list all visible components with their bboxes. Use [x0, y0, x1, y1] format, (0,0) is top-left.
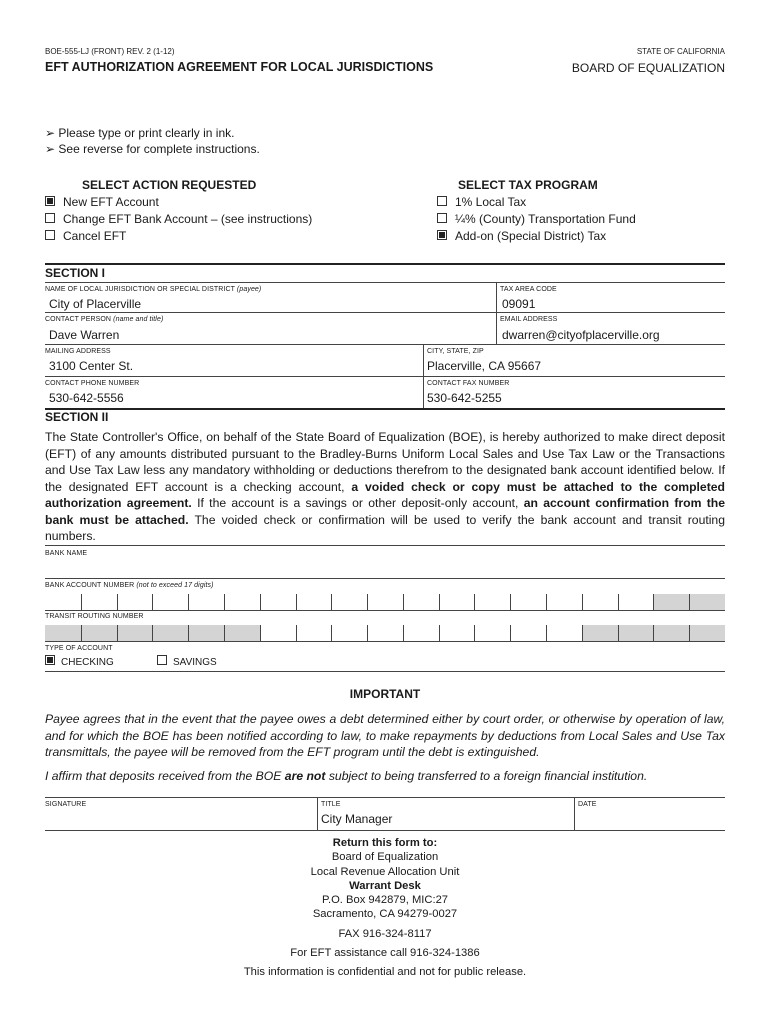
- divider: [45, 344, 725, 345]
- account-digit-box[interactable]: [188, 594, 224, 611]
- account-digit-box[interactable]: [618, 594, 654, 611]
- account-digit-box[interactable]: [582, 594, 618, 611]
- routing-digit-box[interactable]: [546, 625, 582, 642]
- instruction-2: ➢ See reverse for complete instructions.: [45, 142, 260, 156]
- transport-fund-checkbox[interactable]: [437, 213, 447, 223]
- tax-area-label: TAX AREA CODE: [500, 286, 557, 293]
- account-digit-box[interactable]: [117, 594, 153, 611]
- cancel-eft-label: Cancel EFT: [63, 229, 127, 243]
- routing-digit-box[interactable]: [117, 625, 153, 642]
- signature-label: SIGNATURE: [45, 801, 87, 808]
- title-label: TITLE: [321, 801, 341, 808]
- routing-label: TRANSIT ROUTING NUMBER: [45, 613, 144, 620]
- signature-field[interactable]: [45, 810, 315, 830]
- foreign-affirmation: I affirm that deposits received from the BOE are not subject to being transferred to a foreign financial institution.: [45, 769, 648, 783]
- divider: [45, 376, 725, 377]
- mailing-field[interactable]: 3100 Center St.: [49, 359, 134, 373]
- confidential-notice: This information is confidential and not for public release.: [243, 966, 527, 978]
- routing-digit-box[interactable]: [188, 625, 224, 642]
- account-digit-box[interactable]: [152, 594, 188, 611]
- routing-digit-box[interactable]: [618, 625, 654, 642]
- routing-digit-box[interactable]: [331, 625, 367, 642]
- email-label: EMAIL ADDRESS: [500, 316, 558, 323]
- routing-number-field[interactable]: [45, 625, 725, 642]
- important-heading: IMPORTANT: [349, 687, 421, 701]
- divider: [574, 797, 575, 830]
- new-eft-checkbox[interactable]: [45, 196, 55, 206]
- account-digit-box[interactable]: [81, 594, 117, 611]
- city-label: CITY, STATE, ZIP: [427, 348, 484, 355]
- routing-digit-box[interactable]: [510, 625, 546, 642]
- title-field[interactable]: City Manager: [321, 812, 393, 826]
- divider: [45, 797, 725, 798]
- section2-heading: SECTION II: [45, 410, 109, 424]
- bank-name-field[interactable]: [45, 560, 725, 576]
- return-line-2: Local Revenue Allocation Unit: [310, 865, 460, 878]
- divider: [45, 312, 725, 313]
- routing-digit-box[interactable]: [260, 625, 296, 642]
- account-digit-box[interactable]: [689, 594, 725, 611]
- divider: [45, 545, 725, 546]
- fax-field[interactable]: 530-642-5255: [427, 391, 502, 405]
- assistance-number: For EFT assistance call 916-324-1386: [290, 947, 480, 959]
- routing-digit-box[interactable]: [474, 625, 510, 642]
- divider: [45, 671, 725, 672]
- account-digit-box[interactable]: [224, 594, 260, 611]
- agency-label: BOARD OF EQUALIZATION: [571, 61, 725, 75]
- fax-label: CONTACT FAX NUMBER: [427, 380, 510, 387]
- routing-digit-box[interactable]: [81, 625, 117, 642]
- routing-digit-box[interactable]: [689, 625, 725, 642]
- jurisdiction-field[interactable]: City of Placerville: [49, 297, 142, 311]
- divider: [45, 610, 725, 611]
- account-digit-box[interactable]: [510, 594, 546, 611]
- phone-label: CONTACT PHONE NUMBER: [45, 380, 140, 387]
- section1-rule: [45, 263, 725, 265]
- return-line-3: Warrant Desk: [349, 879, 421, 892]
- account-type-label: TYPE OF ACCOUNT: [45, 645, 113, 652]
- new-eft-label: New EFT Account: [63, 195, 159, 209]
- return-heading: Return this form to:: [332, 837, 438, 849]
- city-field[interactable]: Placerville, CA 95667: [427, 359, 542, 373]
- addon-tax-checkbox[interactable]: [437, 230, 447, 240]
- return-address: [45, 836, 725, 922]
- section1-top-line: [45, 282, 725, 283]
- section1-heading: SECTION I: [45, 266, 106, 280]
- account-label: BANK ACCOUNT NUMBER (not to exceed 17 digits): [45, 582, 214, 589]
- arrow-icon: ➢: [45, 126, 59, 140]
- routing-digit-box[interactable]: [45, 625, 81, 642]
- program-heading: SELECT TAX PROGRAM: [458, 178, 598, 192]
- routing-digit-box[interactable]: [296, 625, 332, 642]
- account-digit-box[interactable]: [331, 594, 367, 611]
- divider: [45, 641, 725, 642]
- savings-label: SAVINGS: [173, 657, 217, 668]
- arrow-icon: ➢: [45, 142, 59, 156]
- account-digit-box[interactable]: [439, 594, 475, 611]
- instruction-1: ➢ Please type or print clearly in ink.: [45, 126, 235, 140]
- change-eft-checkbox[interactable]: [45, 213, 55, 223]
- account-digit-box[interactable]: [45, 594, 81, 611]
- state-label: STATE OF CALIFORNIA: [636, 47, 725, 56]
- important-paragraph: Payee agrees that in the event that the payee owes a debt determined either by court order, or otherwise by operation of law, and for which the BOE has been notified according to law, to make repayments by deductions from Local Sales and Use Tax transmittals, the payee will be removed from the EFT program until the debt is extinguished.: [45, 712, 725, 759]
- section2-paragraph: The State Controller's Office, on behalf of the State Board of Equalization (BOE), is hereby authorized to make direct deposit (EFT) of any amounts distributed pursuant to the Bradley-Burns Uniform Local Sales and Use Tax Law or the Transactions and Use Tax Law less any mandatory withholding or deductions therefrom to the designated bank account identified below. If the designated EFT account is a checking account, a voided check or copy must be attached to the completed authorization agreement. If the account is a savings or other deposit-only account, an account confirmation from the bank must be attached. The voided check or confirmation will be used to verify the bank account and transit routing numbers.: [45, 430, 725, 543]
- account-digit-box[interactable]: [403, 594, 439, 611]
- date-label: DATE: [578, 801, 597, 808]
- transport-fund-label: ¼% (County) Transportation Fund: [455, 212, 636, 226]
- divider: [45, 408, 725, 410]
- form-title: EFT AUTHORIZATION AGREEMENT FOR LOCAL JURISDICTIONS: [45, 60, 434, 74]
- form-id: BOE-555-LJ (FRONT) REV. 2 (1-12): [45, 47, 175, 56]
- divider: [45, 578, 725, 579]
- divider: [317, 797, 318, 830]
- routing-digit-box[interactable]: [224, 625, 260, 642]
- routing-digit-box[interactable]: [152, 625, 188, 642]
- divider: [496, 282, 497, 312]
- return-line-4: P.O. Box 942879, MIC:27: [321, 894, 449, 907]
- routing-digit-box[interactable]: [367, 625, 403, 642]
- email-field[interactable]: dwarren@cityofplacerville.org: [502, 328, 660, 342]
- addon-tax-label: Add-on (Special District) Tax: [455, 229, 607, 243]
- jurisdiction-label: NAME OF LOCAL JURISDICTION OR SPECIAL DISTRICT (payee): [45, 286, 262, 293]
- divider: [45, 830, 725, 831]
- account-digit-box[interactable]: [546, 594, 582, 611]
- checking-label: CHECKING: [61, 657, 114, 668]
- account-digit-box[interactable]: [367, 594, 403, 611]
- savings-checkbox[interactable]: [157, 655, 167, 665]
- return-line-1: Board of Equalization: [331, 851, 439, 864]
- tax-area-field[interactable]: 09091: [502, 297, 536, 311]
- routing-digit-box[interactable]: [403, 625, 439, 642]
- local-tax-checkbox[interactable]: [437, 196, 447, 206]
- account-number-field[interactable]: [45, 594, 725, 611]
- mailing-label: MAILING ADDRESS: [45, 348, 111, 355]
- local-tax-label: 1% Local Tax: [455, 195, 527, 209]
- return-line-5: Sacramento, CA 94279-0027: [312, 908, 458, 921]
- divider: [496, 312, 497, 344]
- change-eft-label: Change EFT Bank Account – (see instructions): [63, 212, 313, 226]
- contact-field[interactable]: Dave Warren: [49, 328, 120, 342]
- routing-digit-box[interactable]: [582, 625, 618, 642]
- routing-digit-box[interactable]: [439, 625, 475, 642]
- action-heading: SELECT ACTION REQUESTED: [82, 178, 257, 192]
- date-field[interactable]: [578, 810, 723, 830]
- account-digit-box[interactable]: [260, 594, 296, 611]
- contact-label: CONTACT PERSON (name and title): [45, 316, 164, 323]
- phone-field[interactable]: 530-642-5556: [49, 391, 124, 405]
- account-digit-box[interactable]: [474, 594, 510, 611]
- account-digit-box[interactable]: [653, 594, 689, 611]
- routing-digit-box[interactable]: [653, 625, 689, 642]
- checking-checkbox[interactable]: [45, 655, 55, 665]
- cancel-eft-checkbox[interactable]: [45, 230, 55, 240]
- account-digit-box[interactable]: [296, 594, 332, 611]
- fax-number: FAX 916-324-8117: [338, 928, 432, 940]
- bank-name-label: BANK NAME: [45, 550, 88, 557]
